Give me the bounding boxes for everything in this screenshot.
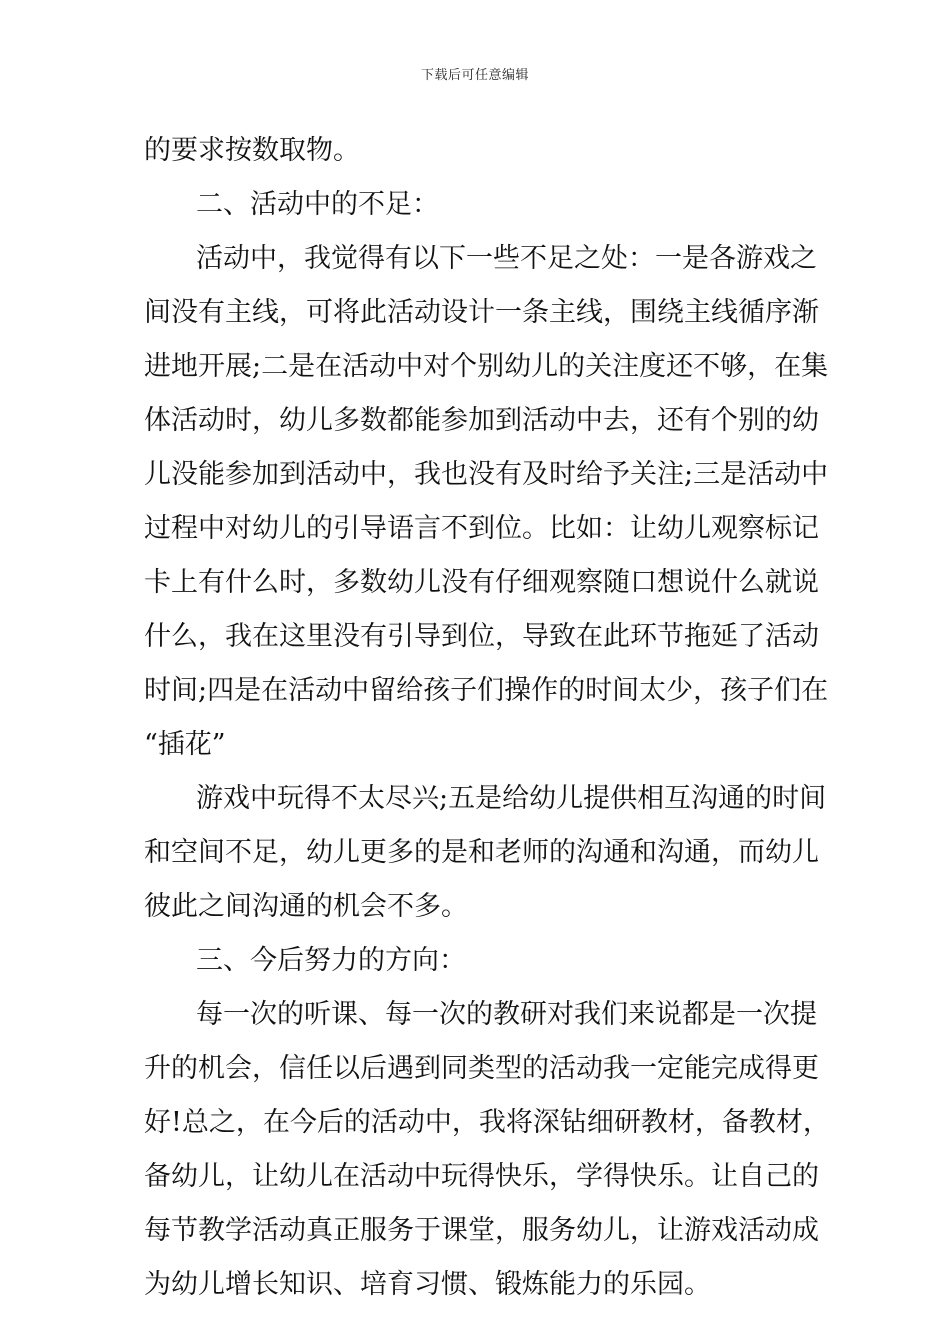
text-line: 间没有主线，可将此活动设计一条主线，围绕主线循序渐 xyxy=(144,297,819,328)
text-line: 备幼儿，让幼儿在活动中玩得快乐，学得快乐。让自己的 xyxy=(144,1161,819,1192)
paragraph-first-line: 每一次的听课、每一次的教研对我们来说都是一次提 xyxy=(196,999,817,1030)
section-heading-shortcomings: 二、活动中的不足： xyxy=(196,189,439,220)
text-line: 的要求按数取物。 xyxy=(144,135,360,166)
document-body xyxy=(144,124,830,1312)
text-line: 过程中对幼儿的引导语言不到位。比如：让幼儿观察标记 xyxy=(144,513,819,544)
text-line: 升的机会，信任以后遇到同类型的活动我一定能完成得更 xyxy=(144,1053,819,1084)
text-line: 体活动时，幼儿多数都能参加到活动中去，还有个别的幼 xyxy=(144,405,819,436)
text-line: 每节教学活动真正服务于课堂，服务幼儿，让游戏活动成 xyxy=(144,1215,819,1246)
text-line: 卡上有什么时，多数幼儿没有仔细观察随口想说什么就说 xyxy=(144,567,819,598)
text-line: 和空间不足，幼儿更多的是和老师的沟通和沟通，而幼儿 xyxy=(144,837,819,868)
text-line: 什么，我在这里没有引导到位，导致在此环节拖延了活动 xyxy=(144,621,819,652)
text-line: 彼此之间沟通的机会不多。 xyxy=(144,891,468,922)
text-line: “插花” xyxy=(144,729,226,760)
paragraph-first-line: 游戏中玩得不太尽兴;五是给幼儿提供相互沟通的时间 xyxy=(196,783,827,814)
section-heading-future-direction: 三、今后努力的方向： xyxy=(196,945,466,976)
text-line: 好!总之，在今后的活动中，我将深钻细研教材，备教材， xyxy=(144,1107,830,1138)
text-line: 时间;四是在活动中留给孩子们操作的时间太少，孩子们在 xyxy=(144,675,829,706)
text-line: 进地开展;二是在活动中对个别幼儿的关注度还不够，在集 xyxy=(144,351,829,382)
page-header: 下载后可任意编辑 xyxy=(420,68,529,83)
text-line: 儿没能参加到活动中，我也没有及时给予关注;三是活动中 xyxy=(144,459,829,490)
paragraph-first-line: 活动中，我觉得有以下一些不足之处：一是各游戏之 xyxy=(196,243,817,274)
text-line: 为幼儿增长知识、培育习惯、锻炼能力的乐园。 xyxy=(144,1269,711,1300)
